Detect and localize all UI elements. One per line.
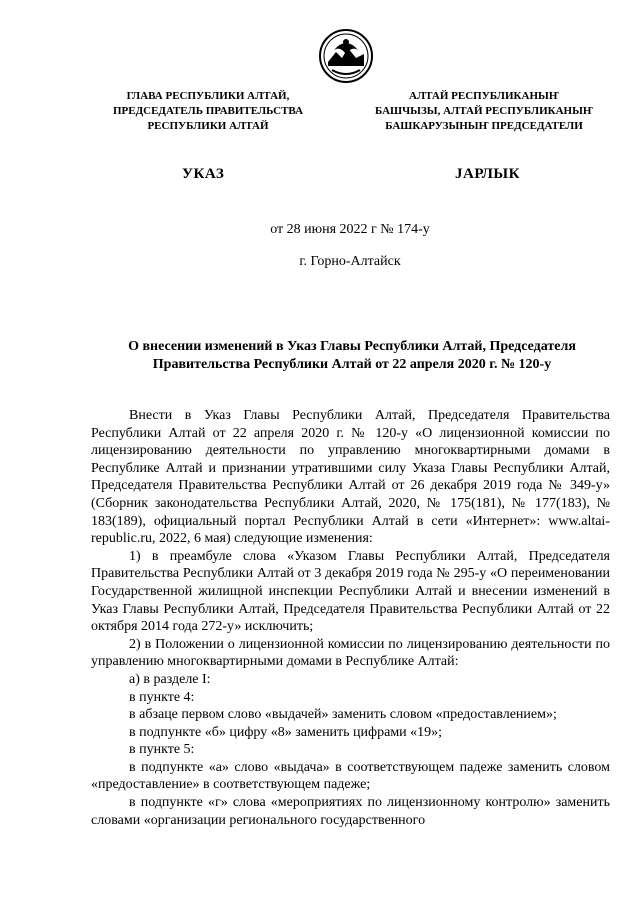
- header-line: АЛТАЙ РЕСПУБЛИКАНЫҤ: [409, 90, 559, 102]
- body-paragraph: а) в разделе I:: [129, 671, 211, 687]
- coat-of-arms-emblem: [318, 28, 374, 84]
- body-paragraph: в пункте 4:: [129, 689, 195, 705]
- body-paragraph: в пункте 5:: [129, 742, 195, 758]
- document-type-russian: УКАЗ: [182, 166, 225, 182]
- header-line: БАШКАРУЗЫНЫҤ ПРЕДСЕДАТЕЛИ: [385, 120, 583, 132]
- issuer-header-russian: [95, 89, 321, 134]
- issuer-header-altai: [361, 89, 607, 134]
- header-line: РЕСПУБЛИКИ АЛТАЙ: [147, 120, 269, 132]
- document-city: г. Горно-Алтайск: [299, 254, 401, 269]
- body-paragraph: Внести в Указ Главы Республики Алтай, Председателя Правительства Республики Алтай от 22 апреля 2020 г. № 120-у «О лицензионной комиссии по лицензированию деятельности по управлению многоквартирными домами в Республике Алтай и признании утратившими силу Указа Главы Республики Алтай, Председателя Правительства Республики Алтай от 26 декабря 2019 года № 349-у» (Сборник законодательства Республики Алтай, 2020, № 175(181), № 177(183), № 183(189), официальный портал Республики Алтай в сети «Интернет»: www.altai-republic.ru, 2022, 6 мая) следующие изменения:: [91, 408, 610, 547]
- document-body: [91, 407, 610, 829]
- document-type-altai: JАРЛЫК: [455, 166, 521, 182]
- header-line: ПРЕДСЕДАТЕЛЬ ПРАВИТЕЛЬСТВА: [112, 105, 304, 117]
- body-paragraph: в подпункте «б» цифру «8» заменить цифрами «19»;: [129, 724, 443, 740]
- document-subject: О внесении изменений в Указ Главы Республики Алтай, Председателя Правительства Республики Алтай от 22 апреля 2020 г. № 120-у: [128, 339, 576, 372]
- document-date-number: от 28 июня 2022 г № 174-у: [270, 222, 430, 237]
- body-paragraph: в подпункте «а» слово «выдача» в соответствующем падеже заменить словом «предоставление» в соответствующем падеже;: [91, 759, 610, 793]
- header-line: БАШЧЫЗЫ, АЛТАЙ РЕСПУБЛИКАНЫҤ: [374, 105, 594, 117]
- header-line: ГЛАВА РЕСПУБЛИКИ АЛТАЙ,: [126, 90, 290, 102]
- body-paragraph: 2) в Положении о лицензионной комиссии по лицензированию деятельности по управлению многоквартирными домами в Республике Алтай:: [91, 636, 610, 670]
- body-paragraph: в подпункте «г» слова «мероприятиях по лицензионному контролю» заменить словами «организации регионального государственного: [91, 795, 610, 828]
- body-paragraph: в абзаце первом слово «выдачей» заменить словом «предоставлением»;: [129, 707, 557, 723]
- body-paragraph: 1) в преамбуле слова «Указом Главы Республики Алтай, Председателя Правительства Республики Алтай от 3 декабря 2019 года № 295-у «О переименовании Государственной жилищной инспекции Республики Алтай и внесении изменений в Указ Главы Республики Алтай, Председателя Правительства Республики Алтай от 22 октября 2014 года 272-у» исключить;: [91, 548, 610, 635]
